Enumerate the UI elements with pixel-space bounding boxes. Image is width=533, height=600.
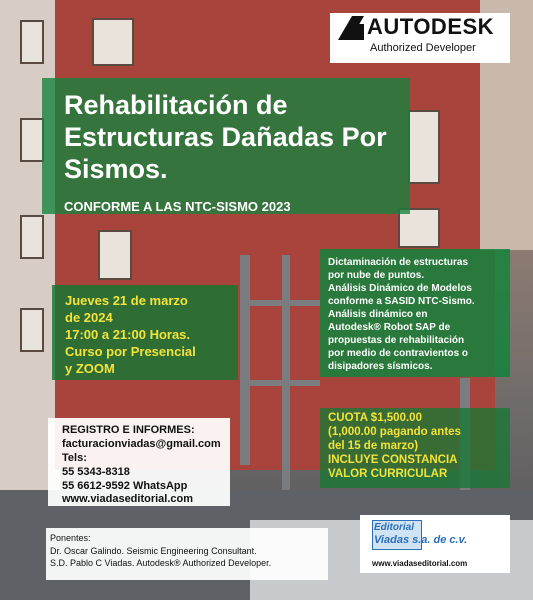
publisher-name-sub: Viadas s.a. de c.v. <box>374 534 468 546</box>
topic-line: por nube de puntos. <box>328 270 425 281</box>
topic-line: disipadores sísmicos. <box>328 361 433 372</box>
building-window <box>20 215 44 259</box>
building-window <box>20 20 44 64</box>
event-mode-line: y ZOOM <box>65 361 115 376</box>
building-window <box>20 118 44 162</box>
event-date-line: Jueves 21 de marzo <box>65 293 188 308</box>
publisher-name: Editorial <box>374 522 415 533</box>
topic-line: Dictaminación de estructuras <box>328 257 469 268</box>
topic-line: Análisis Dinámico de Modelos <box>328 283 472 294</box>
contact-heading: REGISTRO E INFORMES: <box>62 424 195 436</box>
topic-line: por medio de contravientos o <box>328 348 469 359</box>
building-window <box>398 208 440 248</box>
speaker-line: S.D. Pablo C Viadas. Autodesk® Authorized Developer. <box>50 558 272 568</box>
topic-line: Autodesk® Robot SAP de <box>328 322 451 333</box>
contact-phone[interactable]: 55 5343-8318 <box>62 466 130 478</box>
price-line: CUOTA $1,500.00 <box>328 412 422 424</box>
contact-whatsapp[interactable]: 55 6612-9592 WhatsApp <box>62 480 188 492</box>
building-window <box>98 230 132 280</box>
autodesk-brand-name: AUTODESK <box>367 14 495 39</box>
page-subtitle: CONFORME A LAS NTC-SISMO 2023 <box>64 199 291 214</box>
topic-line: propuestas de rehabilitación <box>328 335 465 346</box>
building-window <box>92 18 134 66</box>
autodesk-logo-icon <box>338 16 364 40</box>
publisher-url[interactable]: www.viadaseditorial.com <box>372 559 468 568</box>
price-line: INCLUYE CONSTANCIA <box>328 454 458 466</box>
steel-column <box>240 255 250 465</box>
price-line: del 15 de marzo) <box>328 440 419 452</box>
contact-email[interactable]: facturacionviadas@gmail.com <box>62 438 221 450</box>
topic-line: conforme a SASID NTC-Sismo. <box>328 296 475 307</box>
topic-line: Análisis dinámico en <box>328 309 428 320</box>
steel-column <box>282 255 290 525</box>
contact-website[interactable]: www.viadaseditorial.com <box>62 493 194 505</box>
page-title: Rehabilitación de Estructuras Dañadas Por Sismos. <box>64 90 387 184</box>
event-date-line: de 2024 <box>65 310 113 325</box>
speakers-heading: Ponentes: <box>50 533 91 543</box>
event-mode-line: Curso por Presencial <box>65 344 196 359</box>
price-line: VALOR CURRICULAR <box>328 468 448 480</box>
speaker-line: Dr. Oscar Galindo. Seismic Engineering Consultant. <box>50 546 257 556</box>
building-window <box>20 308 44 352</box>
event-time-line: 17:00 a 21:00 Horas. <box>65 327 191 342</box>
steel-beam <box>240 380 320 386</box>
price-line: (1,000.00 pagando antes <box>328 426 461 438</box>
contact-phones-label: Tels: <box>62 452 87 464</box>
autodesk-brand-subtitle: Authorized Developer <box>370 42 476 54</box>
steel-beam <box>240 300 320 306</box>
